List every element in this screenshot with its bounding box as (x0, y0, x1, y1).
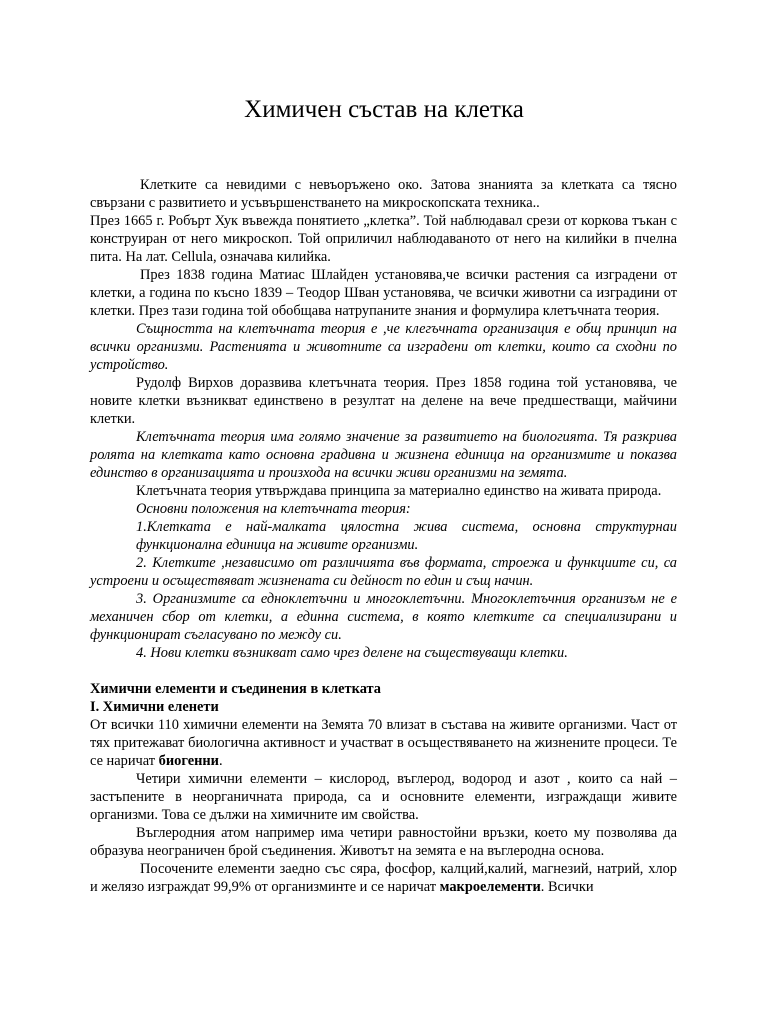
spacer (90, 662, 677, 680)
document-body (90, 176, 677, 896)
principle-4: 4. Нови клетки възникват само чрез делене на съществуващи клетки. (136, 645, 568, 661)
subsection-heading: I. Химични еленети (90, 699, 219, 715)
paragraph-8-text: От всички 110 химични елементи на Земята 70 влизат в състава на живите организми. Част от тях притежават биологична активност и участват в осъществяването на жизнените процеси. Те се наричат (90, 717, 677, 769)
paragraph-5: Рудолф Вирхов доразвива клетъчната теория. През 1858 година той установява, че новите клетки възникват единствено в резултат на делене на вече предшестващи, майчини клетки. (90, 375, 677, 427)
paragraph-10: Въглеродния атом например има четири равностойни връзки, което му позволява да образува неограничен брой съединения. Животът на земята е на въглеродна основа. (90, 825, 677, 859)
paragraph-11 (90, 860, 677, 896)
paragraph-3: През 1838 година Матиас Шлайден установява,че всички растения са изградени от клетки, а година по късно 1839 – Теодор Шван установява, че всички животни са изградини от клетки. През тази година той обобщава натрупаните знания и формулира клетъчната теория. (90, 267, 677, 319)
paragraph-6: Клетъчната теория има голямо значение за развитието на биологията. Тя разкрива ролята на клетката като основна градивна и жизнена единица на организмите и показва единство в организацията и произхода на всички живи организми на земята. (90, 429, 677, 481)
principles-heading: Основни положения на клетъчната теория: (136, 501, 411, 517)
paragraph-1: Клетките са невидими с невъоръжено око. Затова знанията за клетката са тясно свързани с развитието и усъвършенстването на микроскопската техника.. (90, 177, 677, 211)
term-macroelements: макроелементи (439, 879, 541, 895)
paragraph-8 (90, 716, 677, 770)
paragraph-11-end: . Всички (540, 879, 594, 895)
paragraph-7: Клетъчната теория утвърждава принципа за материално единство на живата природа. (136, 483, 662, 499)
term-biogenic: биогенни (158, 753, 219, 769)
principle-3: 3. Организмите са едноклетъчни и многоклетъчни. Многоклетъчния организъм не е механичен сбор от клетки, а единна система, в която клетките са специализирани и функционират съгласувано по между си. (90, 591, 677, 643)
principle-2: 2. Клетките ,независимо от различията във формата, строежа и функциите си, са устроени и осъществяват жизнената си дейност по един и същ начин. (90, 555, 677, 589)
paragraph-11-text: Посочените елементи заедно със сяра, фосфор, калций,калий, магнезий, натрий, хлор и желязо изграждат 99,9% от организминте и се наричат (90, 861, 677, 895)
document-title: Химичен състав на клетка (244, 96, 524, 123)
paragraph-4: Същността на клетъчната теория е ,че клегъчната организация е общ принцип на всички организми. Растенията и животните са изградени от клетки, които са сходни по устройство. (90, 321, 677, 373)
paragraph-8-end: . (218, 753, 223, 769)
principle-1: 1.Клетката е най-малката цялостна жива система, основна структурнаи функционална единица на живите организми. (136, 519, 677, 553)
section-heading: Химични елементи и съединения в клетката (90, 681, 381, 697)
paragraph-2: През 1665 г. Робърт Хук въвежда понятието „клетка”. Той наблюдавал срези от коркова тъкан с конструиран от него микроскоп. Той оприличил наблюдаваното от него на килийки в пчелна пита. На лат. Cellula, означава килийка. (90, 213, 677, 265)
paragraph-9: Четири химични елементи – кислород, въглерод, водород и азот , които са най – застъпените в неорганичната природа, са и основните елементи, изграждащи живите организми. Това се дължи на химичните им свойства. (90, 771, 677, 823)
